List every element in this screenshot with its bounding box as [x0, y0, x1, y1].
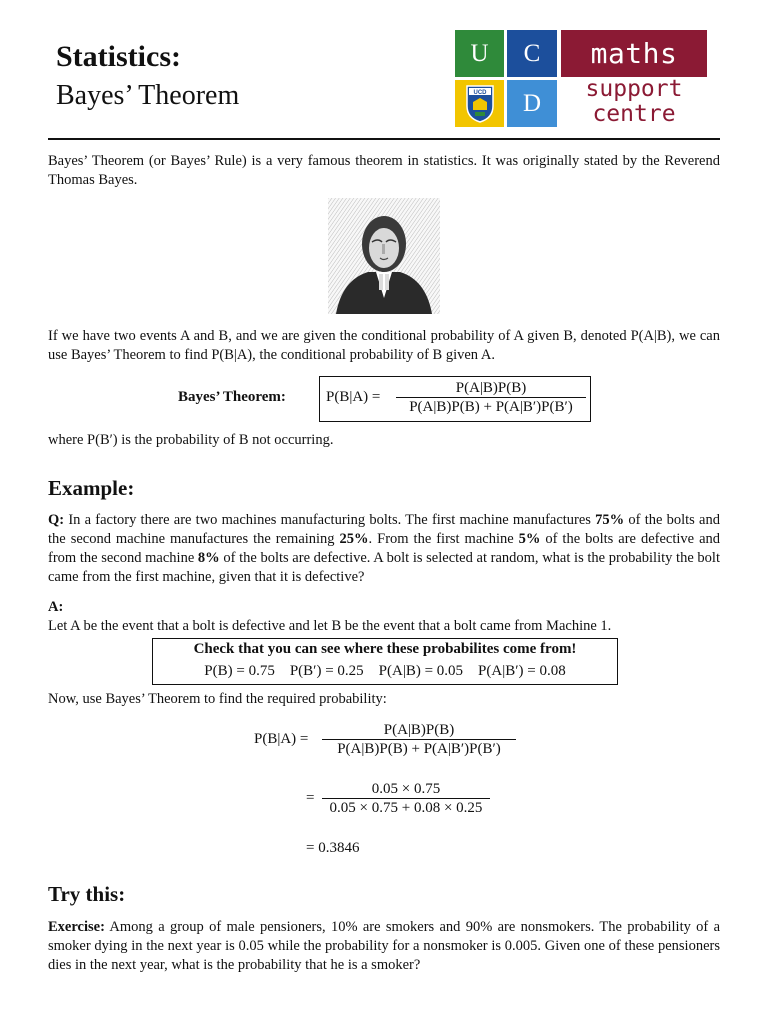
theorem-lhs: P(B|A) =: [326, 389, 381, 405]
step3-result: = 0.3846: [306, 840, 360, 856]
ucd-crest-icon: [455, 80, 504, 127]
question-text-2: of the bolts and the second machine manufactures the remaining: [48, 512, 720, 547]
question-pct-4: 8%: [197, 550, 220, 566]
question-text-3: . From the first machine: [368, 531, 519, 547]
exercise-label: Exercise:: [48, 919, 105, 935]
answer-label: A:: [48, 599, 64, 615]
try-this-heading: Try this:: [48, 882, 126, 906]
page-subtitle: Bayes’ Theorem: [56, 80, 240, 111]
theorem-numerator: P(A|B)P(B): [455, 380, 527, 396]
definition-paragraph: If we have two events A and B, and we are given the conditional probability of A given B, denoted P(A|B), we can use Bayes’ Theorem to find P(B|A), the conditional probability of B given A.: [48, 328, 720, 363]
example-heading: Example:: [48, 476, 135, 500]
question-text-5: of the bolts are defective. A bolt is selected at random, what is the probability the bolt came from the first machine, given that it is defective?: [48, 550, 720, 585]
question-paragraph: [48, 511, 720, 587]
header-divider: [48, 138, 720, 140]
answer-text: Let A be the event that a bolt is defective and let B be the event that a bolt came from Machine 1.: [48, 618, 612, 634]
logo-centre-word: centre: [592, 101, 676, 127]
now-text: Now, use Bayes’ Theorem to find the required probability:: [48, 691, 387, 707]
logo-c-tile: C: [507, 30, 557, 77]
logo-u-tile: U: [455, 30, 504, 77]
question-label: Q:: [48, 512, 65, 528]
question-pct-1: 75%: [595, 512, 625, 528]
logo-support-text: [561, 77, 707, 127]
where-note: where P(B′) is the probability of B not occurring.: [48, 432, 334, 448]
check-values: P(B) = 0.75 P(B′) = 0.25 P(A|B) = 0.05 P(A|B′) = 0.08: [204, 663, 566, 679]
check-probabilities-box: [152, 638, 618, 685]
step2-denominator: 0.05 × 0.75 + 0.08 × 0.25: [329, 800, 483, 816]
question-pct-3: 5%: [518, 531, 541, 547]
check-title: Check that you can see where these probabilites come from!: [193, 641, 577, 657]
step2-numerator: 0.05 × 0.75: [371, 781, 441, 797]
intro-paragraph: Bayes’ Theorem (or Bayes’ Rule) is a very famous theorem in statistics. It was originally stated by the Reverend Thomas Bayes.: [48, 153, 720, 188]
question-pct-2: 25%: [339, 531, 369, 547]
step1-lhs: P(B|A) =: [254, 731, 309, 747]
svg-text:UCD: UCD: [473, 89, 486, 96]
step2-fraction: [322, 780, 490, 817]
page-title: Statistics:: [56, 40, 181, 73]
exercise-text: Among a group of male pensioners, 10% are smokers and 90% are nonsmokers. The probability of a smoker dying in the next year is 0.05 while the probability for a nonsmoker is 0.005. Given one of these pensioners dies in the next year, what is the probability that he is a smoker?: [48, 919, 720, 973]
question-text-4: of the bolts are defective and from the second machine: [48, 531, 721, 566]
ucd-maths-support-logo: [455, 30, 707, 127]
step1-fraction: [322, 721, 516, 758]
exercise-paragraph: [48, 918, 720, 975]
step1-denominator: P(A|B)P(B) + P(A|B′)P(B′): [337, 741, 501, 757]
theorem-fraction: [396, 379, 586, 416]
question-text-1: In a factory there are two machines manufacturing bolts. The first machine manufactures: [64, 512, 596, 528]
theorem-denominator: P(A|B)P(B) + P(A|B′)P(B′): [409, 399, 573, 415]
step2-equals: =: [306, 790, 315, 806]
logo-support-word: support: [585, 76, 683, 102]
portrait-engraving-icon: [328, 198, 440, 314]
theorem-formula-box: [319, 376, 591, 422]
theorem-label: Bayes’ Theorem:: [178, 389, 286, 405]
logo-d-tile: D: [507, 80, 557, 127]
logo-maths-tile: maths: [561, 30, 707, 77]
step1-numerator: P(A|B)P(B): [383, 722, 455, 738]
